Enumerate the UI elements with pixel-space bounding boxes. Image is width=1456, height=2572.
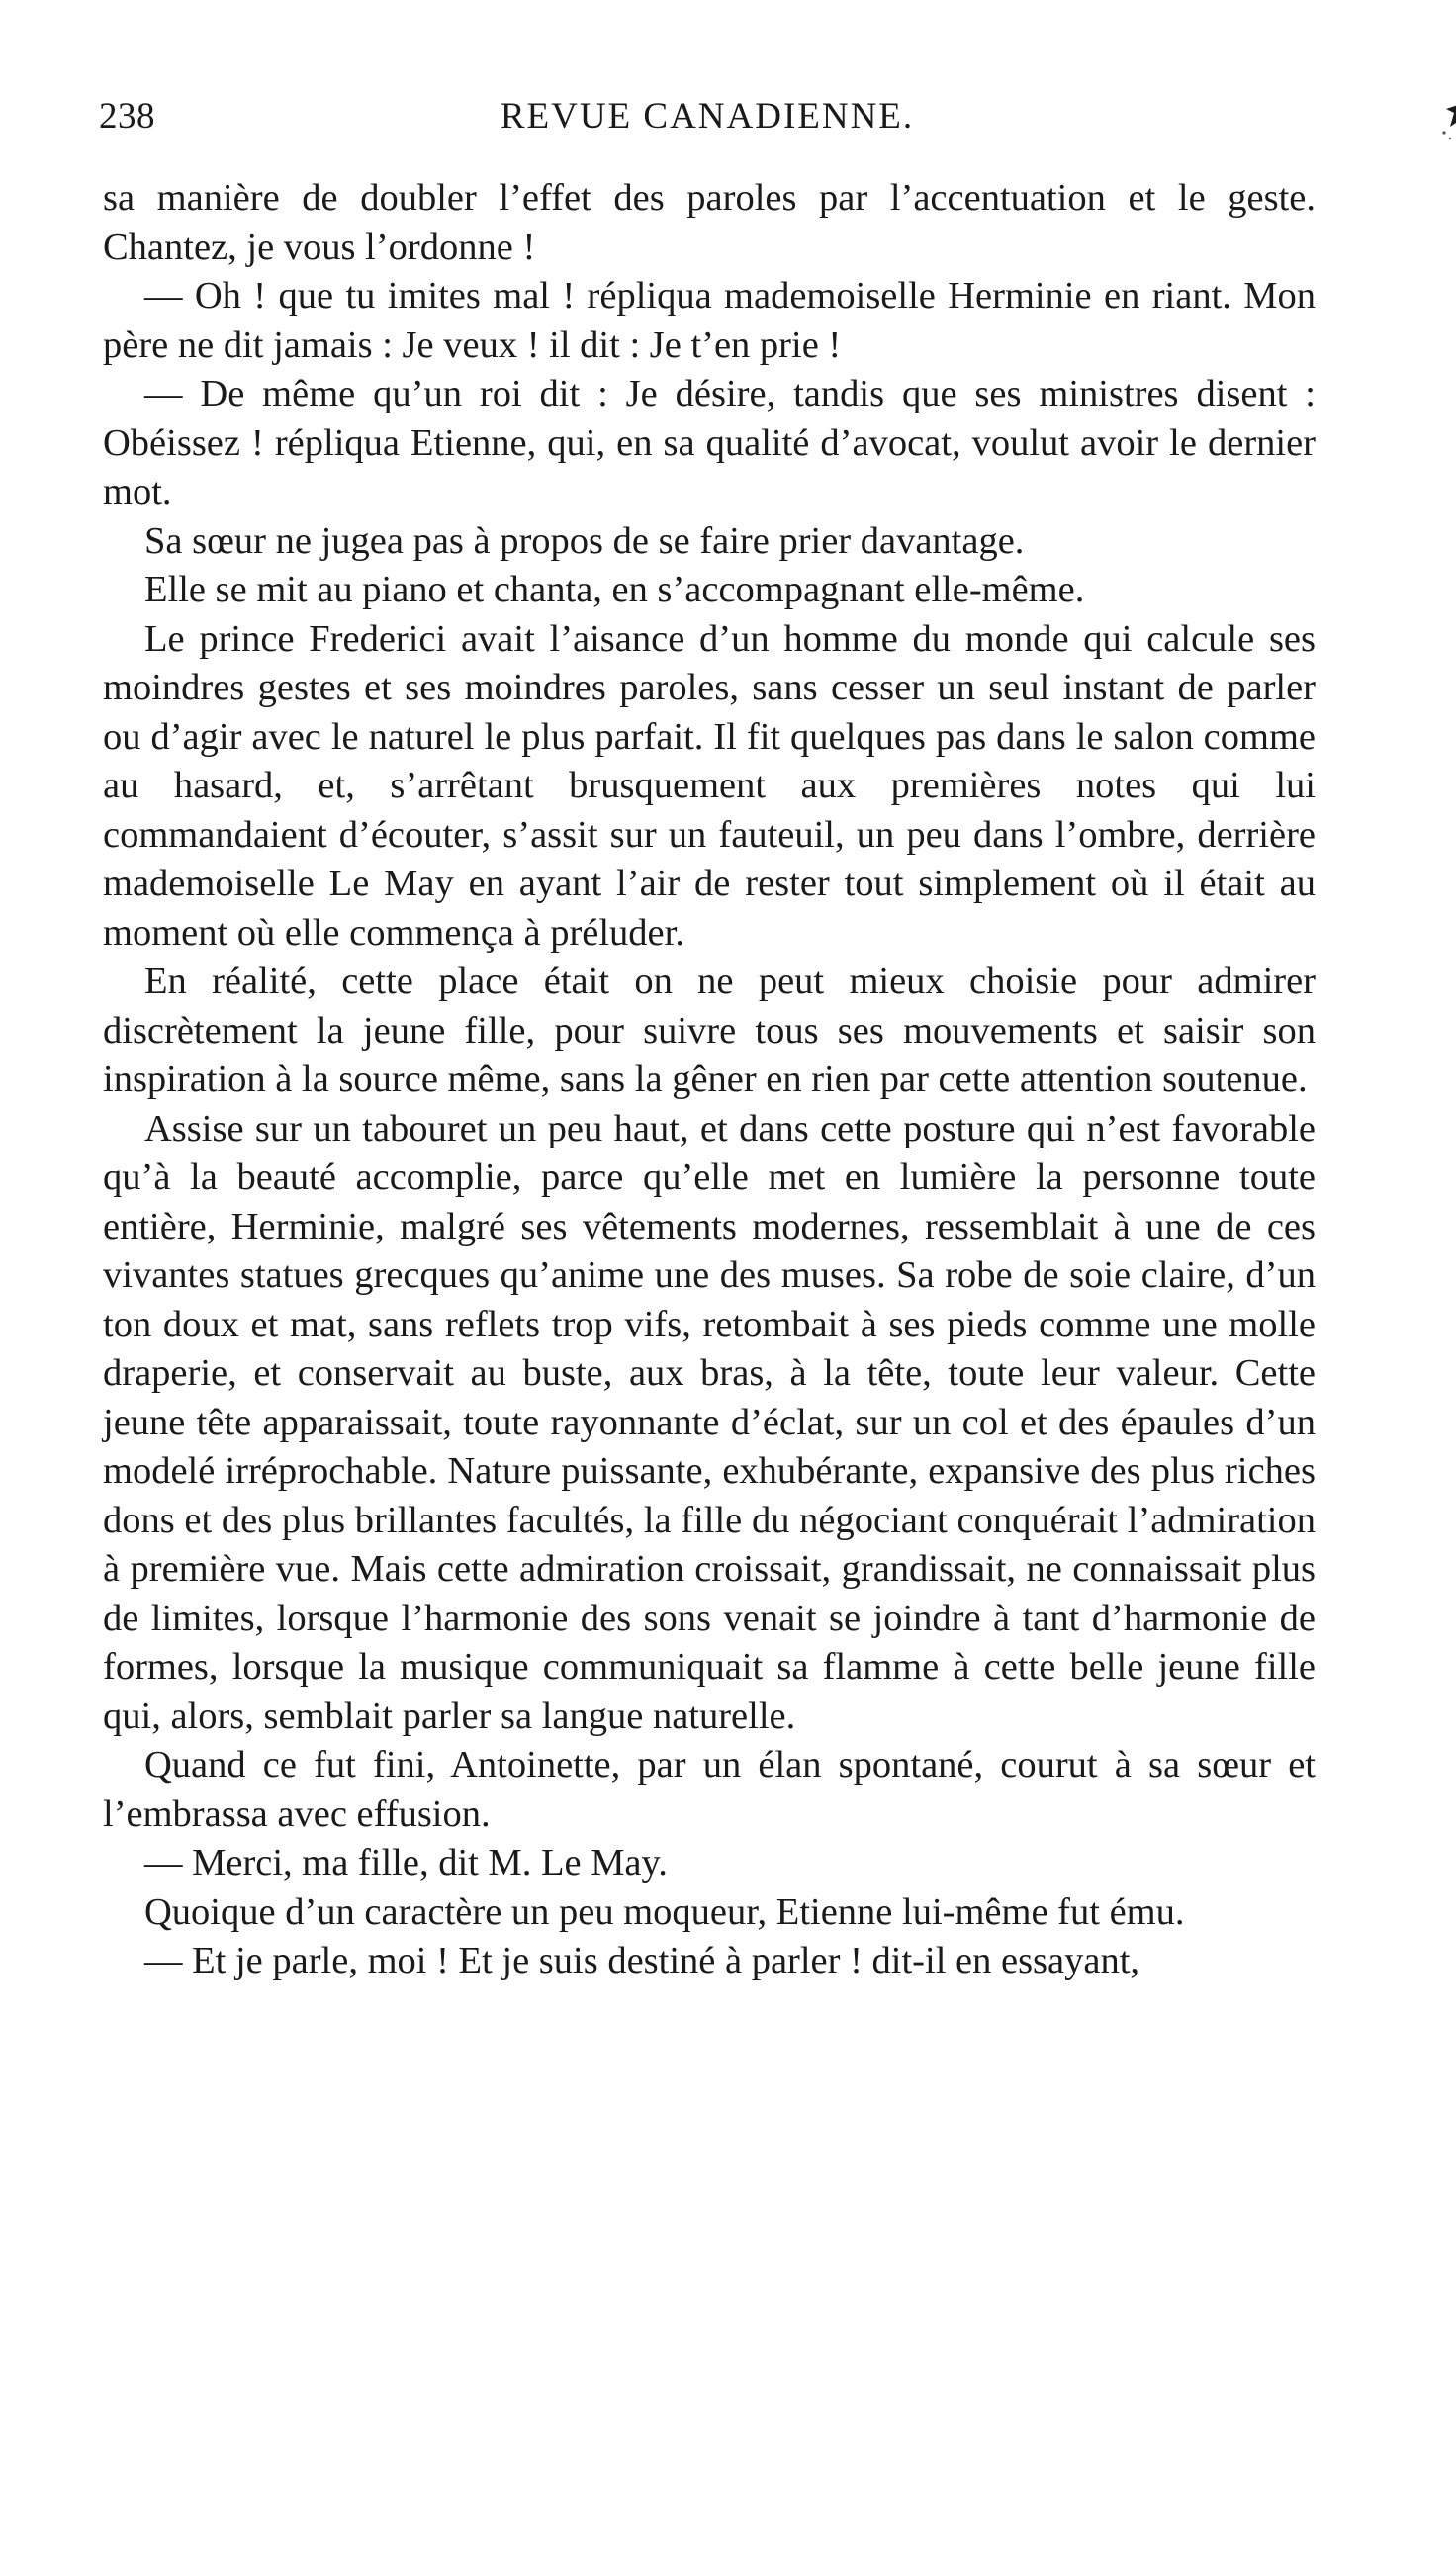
- paragraph: Quoique d’un caractère un peu moqueur, Etienne lui-même fut ému.: [144, 1890, 1185, 1933]
- paragraph: sa manière de doubler l’effet des paroles par l’accentuation et le geste. Chantez, je vous l’ordonne !: [103, 177, 1316, 268]
- paragraph: Elle se mit au piano et chanta, en s’accompagnant elle-même.: [144, 569, 1085, 610]
- ink-blot-mark: [1436, 93, 1456, 144]
- paragraph: En réalité, cette place était on ne peut mieux choisie pour admirer discrètement la jeune fille, pour suivre tous ses mouvements et saisir son inspiration à la source même, sans la gêner en rien par cette attention soutenue.: [103, 961, 1316, 1100]
- journal-title: REVUE CANADIENNE.: [500, 96, 915, 137]
- paragraph: Quand ce fut fini, Antoinette, par un élan spontané, courut à sa sœur et l’embrassa avec effusion.: [103, 1744, 1316, 1835]
- paragraph: — Oh ! que tu imites mal ! répliqua mademoiselle Herminie en riant. Mon père ne dit jamais : Je veux ! il dit : Je t’en prie !: [103, 275, 1316, 366]
- paragraph: — Merci, ma fille, dit M. Le May.: [144, 1842, 668, 1883]
- running-header: [99, 91, 1316, 142]
- paragraph: — De même qu’un roi dit : Je désire, tandis que ses ministres disent : Obéissez ! répliqua Etienne, qui, en sa qualité d’avocat, voulut avoir le dernier mot.: [103, 373, 1316, 512]
- paragraph: Sa sœur ne jugea pas à propos de se faire prier davantage.: [144, 519, 1025, 562]
- body-text: [103, 174, 1316, 1986]
- paragraph: Assise sur un tabouret un peu haut, et dans cette posture qui n’est favorable qu’à la beauté accomplie, parce qu’elle met en lumière la personne toute entière, Herminie, malgré ses vêtements modernes, ressemblait à une de ces vivantes statues grecques qu’anime une des muses. Sa robe de soie claire, d’un ton doux et mat, sans reflets trop vifs, retombait à ses pieds comme une molle draperie, et conservait au buste, aux bras, à la tête, toute leur valeur. Cette jeune tête apparaissait, toute rayonnante d’éclat, sur un col et des épaules d’un modelé irréprochable. Nature puissante, exhubérante, expansive des plus riches dons et des plus brillantes facultés, la fille du négociant conquérait l’admiration à première vue. Mais cette admiration croissait, grandissait, ne connaissait plus de limites, lorsque l’harmonie des sons venait se joindre à tant d’harmonie de formes, lorsque la musique communiquait sa flamme à cette belle jeune fille qui, alors, semblait parler sa langue naturelle.: [103, 1107, 1316, 1737]
- paragraph: Le prince Frederici avait l’aisance d’un homme du monde qui calcule ses moindres gestes et ses moindres paroles, sans cesser un seul instant de parler ou d’agir avec le naturel le plus parfait. Il fit quelques pas dans le salon comme au hasard, et, s’arrêtant brusquement aux premières notes qui lui commandaient d’écouter, s’assit sur un fauteuil, un peu dans l’ombre, derrière mademoiselle Le May en ayant l’air de rester tout simplement où il était au moment où elle commença à préluder.: [103, 617, 1316, 954]
- paragraph: — Et je parle, moi ! Et je suis destiné à parler ! dit-il en essayant,: [144, 1940, 1140, 1981]
- page-number: 238: [99, 96, 155, 137]
